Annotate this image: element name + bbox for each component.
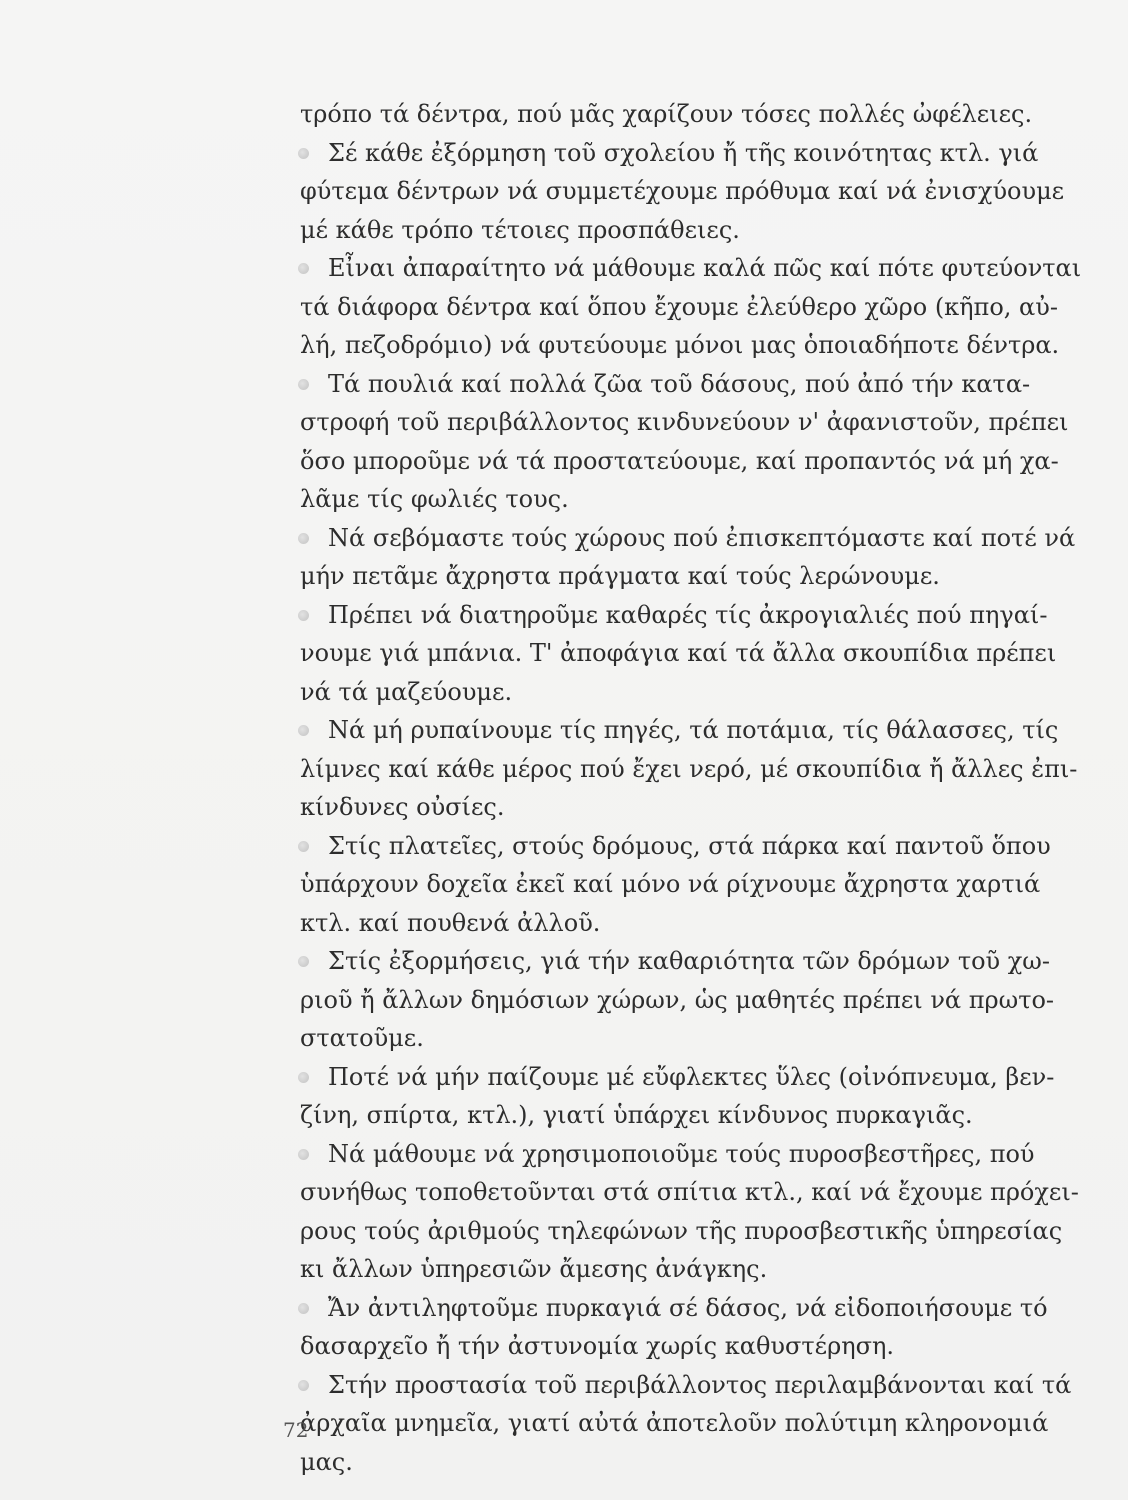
paragraph-line: Νά σεβόμαστε τούς χώρους πού ἐπισκεπτόμαστε καί ποτέ νά <box>328 523 1076 552</box>
paragraph-line: νουμε γιά μπάνια. Τ' ἀποφάγια καί τά ἄλλα σκουπίδια πρέπει <box>300 639 1057 667</box>
paragraph-line: Νά μάθουμε νά χρησιμοποιοῦμε τούς πυροσβεστῆρες, πού <box>328 1139 1035 1168</box>
text-column <box>300 95 1090 1481</box>
bullet-icon <box>298 1072 309 1083</box>
paragraph-line: Στίς πλατεῖες, στούς δρόμους, στά πάρκα καί παντοῦ ὅπου <box>328 831 1051 860</box>
bullet-item <box>300 1058 1090 1135</box>
bullet-item <box>300 711 1090 827</box>
bullet-item <box>300 1366 1090 1482</box>
paragraph-line: κι ἄλλων ὑπηρεσιῶν ἄμεσης ἀνάγκης. <box>300 1255 768 1283</box>
bullet-item <box>300 1135 1090 1289</box>
paragraph-line: μήν πετᾶμε ἄχρηστα πράγματα καί τούς λερώνουμε. <box>300 562 940 590</box>
page-number: 72 <box>283 1418 309 1442</box>
paragraph-line: Ἄν ἀντιληφτοῦμε πυρκαγιά σέ δάσος, νά εἰδοποιήσουμε τό <box>328 1293 1048 1322</box>
paragraph-line: Στήν προστασία τοῦ περιβάλλοντος περιλαμβάνονται καί τά <box>328 1370 1072 1399</box>
paragraph-line: τρόπο τά δέντρα, πού μᾶς χαρίζουν τόσες πολλές ὠφέλειες. <box>300 100 1033 128</box>
paragraph-line: κτλ. καί πουθενά ἀλλοῦ. <box>300 908 601 937</box>
paragraph-line: δασαρχεῖο ἤ τήν ἀστυνομία χωρίς καθυστέρηση. <box>300 1332 894 1360</box>
bullet-icon <box>298 1380 309 1391</box>
paragraph-line: ζίνη, σπίρτα, κτλ.), γιατί ὑπάρχει κίνδυνος πυρκαγιᾶς. <box>300 1101 973 1129</box>
paragraph-line: μέ κάθε τρόπο τέτοιες προσπάθειες. <box>300 215 740 244</box>
bullet-item <box>300 365 1090 519</box>
bullet-icon <box>298 148 309 159</box>
bullet-item <box>300 942 1090 1058</box>
paragraph-line: Στίς ἐξορμήσεις, γιά τήν καθαριότητα τῶν δρόμων τοῦ χω- <box>328 947 1050 975</box>
bullet-icon <box>298 841 309 852</box>
intro-paragraph <box>300 95 1090 134</box>
paragraph-line: λή, πεζοδρόμιο) νά φυτεύουμε μόνοι μας ὁποιαδήποτε δέντρα. <box>300 331 1060 359</box>
paragraph-line: στατοῦμε. <box>300 1024 424 1052</box>
bullet-icon <box>298 1303 309 1314</box>
bullet-icon <box>298 956 309 967</box>
bullet-item <box>300 134 1090 250</box>
paragraph-line: Σέ κάθε ἐξόρμηση τοῦ σχολείου ἤ τῆς κοινότητας κτλ. γιά <box>328 138 1039 167</box>
paragraph-line: μας. <box>300 1447 353 1476</box>
paragraph-line: στροφή τοῦ περιβάλλοντος κινδυνεύουν ν' ἀφανιστοῦν, πρέπει <box>300 408 1069 436</box>
paragraph-line: λίμνες καί κάθε μέρος πού ἔχει νερό, μέ σκουπίδια ἤ ἄλλες ἐπι- <box>300 754 1078 783</box>
paragraph-line: Τά πουλιά καί πολλά ζῶα τοῦ δάσους, πού ἀπό τήν κατα- <box>328 369 1031 398</box>
bullet-icon <box>298 725 309 736</box>
bullet-item <box>300 827 1090 943</box>
bullet-item <box>300 1289 1090 1366</box>
paragraph-line: Νά μή ρυπαίνουμε τίς πηγές, τά ποτάμια, τίς θάλασσες, τίς <box>328 716 1059 744</box>
paragraph-line: κίνδυνες οὐσίες. <box>300 793 505 821</box>
paragraph-line: ὅσο μποροῦμε νά τά προστατεύουμε, καί προπαντός νά μή χα- <box>300 446 1059 475</box>
paragraph-line: λᾶμε τίς φωλιές τους. <box>300 485 569 513</box>
paragraph-line: Πρέπει νά διατηροῦμε καθαρές τίς ἀκρογιαλιές πού πηγαί- <box>328 600 1048 629</box>
paragraph-line: ρους τούς ἀριθμούς τηλεφώνων τῆς πυροσβεστικῆς ὑπηρεσίας <box>300 1216 1063 1245</box>
bullet-item <box>300 519 1090 596</box>
bullet-icon <box>298 379 309 390</box>
bullet-item <box>300 596 1090 712</box>
bullet-icon <box>298 610 309 621</box>
paragraph-line: φύτεμα δέντρων νά συμμετέχουμε πρόθυμα καί νά ἐνισχύουμε <box>300 177 1065 205</box>
paragraph-line: Ποτέ νά μήν παίζουμε μέ εὔφλεκτες ὕλες (οἰνόπνευμα, βεν- <box>328 1062 1055 1091</box>
paragraph-line: ριοῦ ἤ ἄλλων δημόσιων χώρων, ὡς μαθητές πρέπει νά πρωτο- <box>300 985 1055 1014</box>
paragraph-line: συνήθως τοποθετοῦνται στά σπίτια κτλ., καί νά ἔχουμε πρόχει- <box>300 1178 1079 1206</box>
paragraph-line: νά τά μαζεύουμε. <box>300 677 513 706</box>
paragraph-line: ὑπάρχουν δοχεῖα ἐκεῖ καί μόνο νά ρίχνουμε ἄχρηστα χαρτιά <box>300 870 1041 898</box>
bullet-icon <box>298 533 309 544</box>
paragraph-line: Εἶναι ἀπαραίτητο νά μάθουμε καλά πῶς καί πότε φυτεύονται <box>328 254 1082 282</box>
bullet-icon <box>298 263 309 274</box>
paragraph-line: τά διάφορα δέντρα καί ὅπου ἔχουμε ἐλεύθερο χῶρο (κῆπο, αὐ- <box>300 292 1058 321</box>
paragraph-line: ἀρχαῖα μνημεῖα, γιατί αὐτά ἀποτελοῦν πολύτιμη κληρονομιά <box>300 1409 1049 1437</box>
bullet-item <box>300 249 1090 365</box>
bullet-icon <box>298 1149 309 1160</box>
